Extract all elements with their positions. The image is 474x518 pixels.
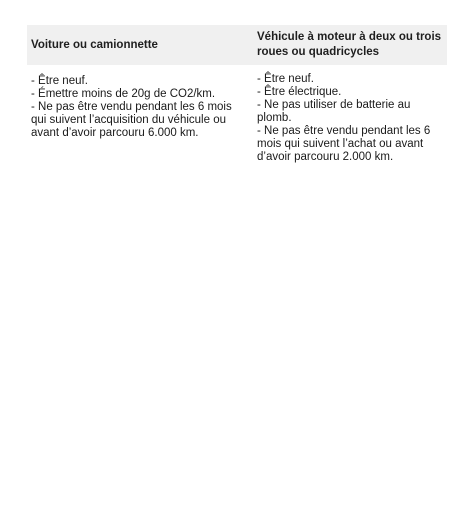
header-two-three-wheelers: Véhicule à moteur à deux ou trois roues ou quadricycles <box>253 25 447 65</box>
requirement-item: - Ne pas utiliser de batterie au plomb. <box>257 99 411 124</box>
cell-two-three-wheelers-requirements <box>253 65 447 170</box>
content-area <box>0 0 474 170</box>
table-row <box>27 65 447 170</box>
cell-car-van-requirements <box>27 65 253 170</box>
header-car-van: Voiture ou camionnette <box>27 25 253 65</box>
requirement-item: - Émettre moins de 20g de CO2/km. <box>31 88 216 100</box>
requirement-item: - Ne pas être vendu pendant les 6 mois qui suivent l’acquisition du véhicule ou avant d’avoir parcouru 6.000 km. <box>31 101 232 139</box>
requirement-item: - Être neuf. <box>257 73 314 85</box>
header-row <box>27 25 447 65</box>
requirement-item: - Être électrique. <box>257 86 342 98</box>
requirement-item: - Être neuf. <box>31 75 88 87</box>
requirements-table <box>27 25 447 170</box>
requirement-item: - Ne pas être vendu pendant les 6 mois qui suivent l’achat ou avant d’avoir parcouru 2.000 km. <box>257 125 431 163</box>
table-header <box>27 25 447 65</box>
